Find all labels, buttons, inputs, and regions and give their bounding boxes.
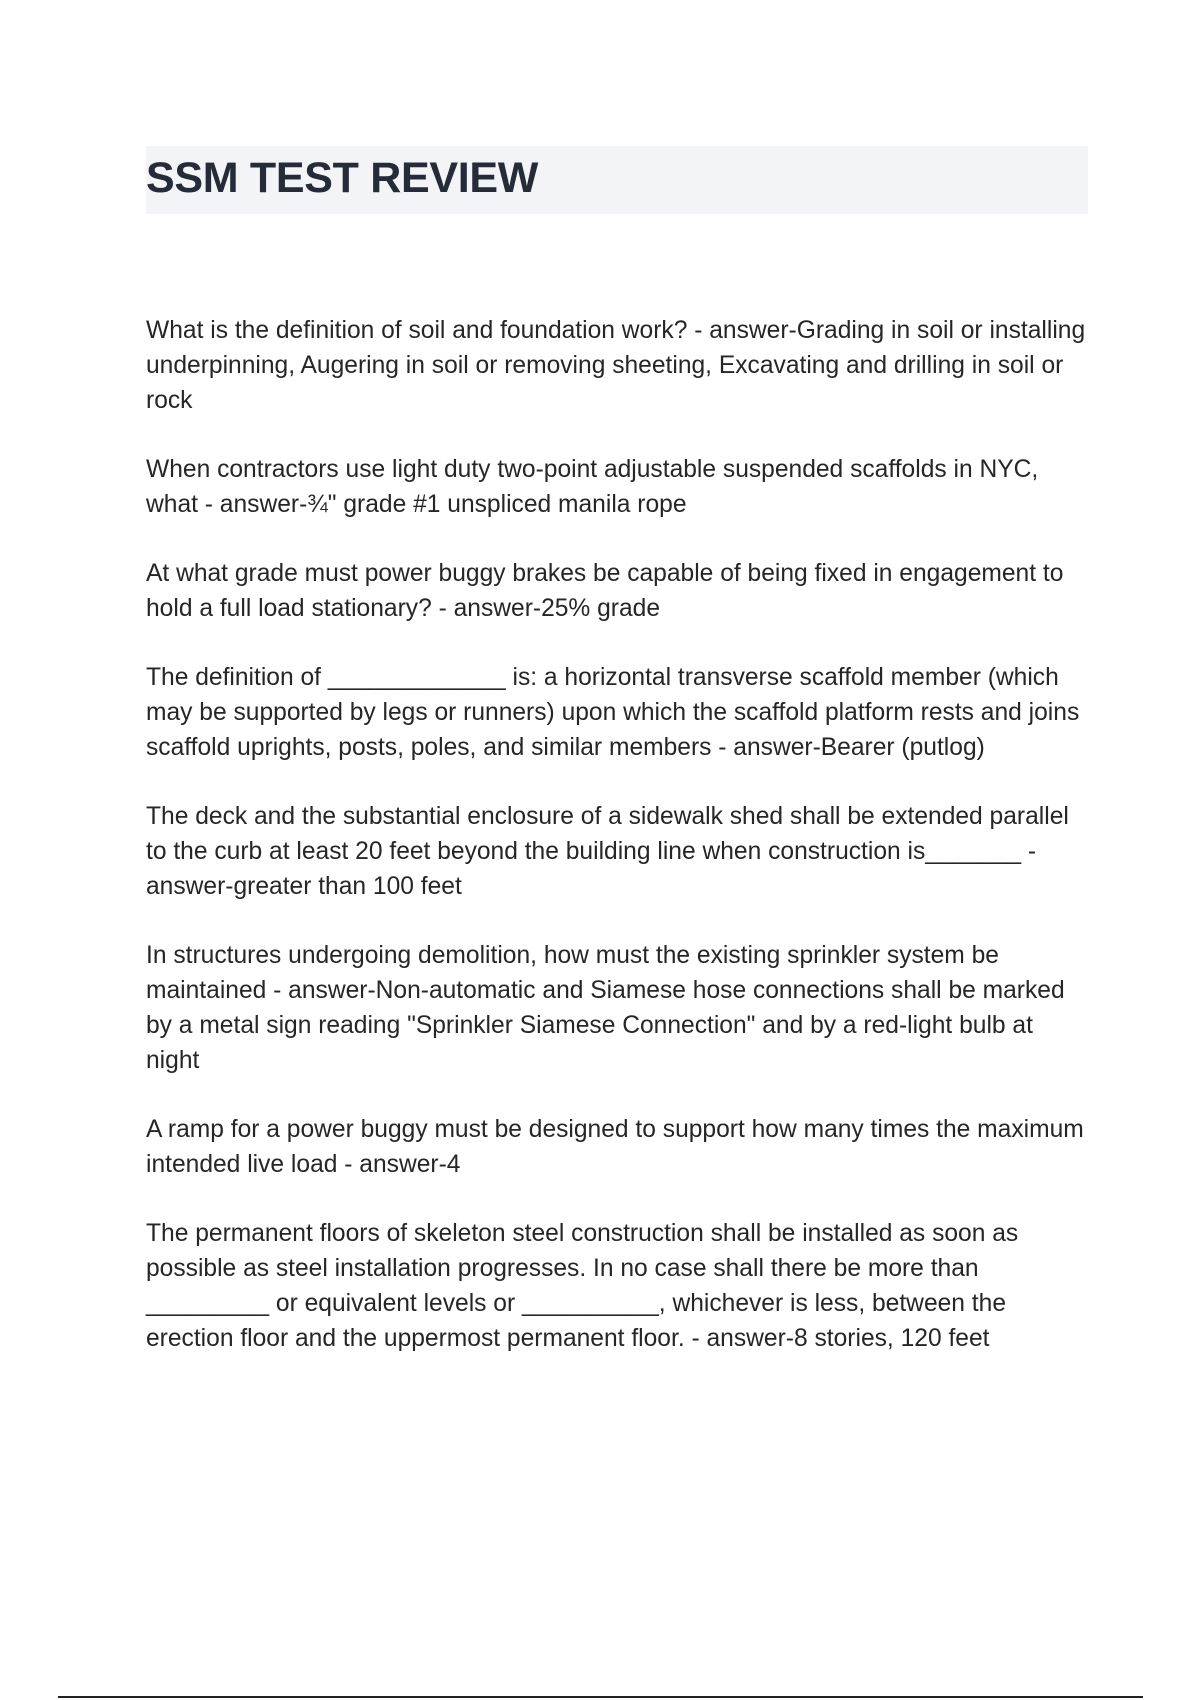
qa-item: At what grade must power buggy brakes be capable of being fixed in engagement to hold a full load stationary? - answer-25% grade	[146, 560, 1071, 622]
qa-item: The definition of _____________ is: a horizontal transverse scaffold member (which may be supported by legs or runners) upon which the scaffold platform rests and joins scaffold uprights, posts, poles, and similar members - answer-Bearer (putlog)	[146, 664, 1087, 761]
qa-item: In structures undergoing demolition, how must the existing sprinkler system be maintained - answer-Non-automatic and Siamese hose connections shall be marked by a metal sign reading "Sprinkler Siamese Connection" and by a red-light bulb at night	[146, 942, 1072, 1074]
qa-item: The deck and the substantial enclosure of a sidewalk shed shall be extended parallel to the curb at least 20 feet beyond the building line when construction is_______ - answer-greater than 100 feet	[146, 803, 1076, 900]
qa-list	[146, 313, 1092, 1390]
footer-divider	[58, 1696, 1143, 1698]
qa-item: A ramp for a power buggy must be designed to support how many times the maximum intended live load - answer-4	[146, 1116, 1091, 1178]
qa-item: What is the definition of soil and foundation work? - answer-Grading in soil or installing underpinning, Augering in soil or removing sheeting, Excavating and drilling in soil or rock	[146, 317, 1092, 414]
qa-item: The permanent floors of skeleton steel construction shall be installed as soon as possible as steel installation progresses. In no case shall there be more than _________ or equivalent levels or __________, whichever is less, between the erection floor and the uppermost permanent floor. - answer-8 stories, 120 feet	[146, 1220, 1026, 1352]
qa-item: When contractors use light duty two-point adjustable suspended scaffolds in NYC, what - answer-¾" grade #1 unspliced manila rope	[146, 456, 1046, 518]
page-title: SSM TEST REVIEW	[146, 154, 539, 202]
title-banner	[146, 146, 1088, 214]
